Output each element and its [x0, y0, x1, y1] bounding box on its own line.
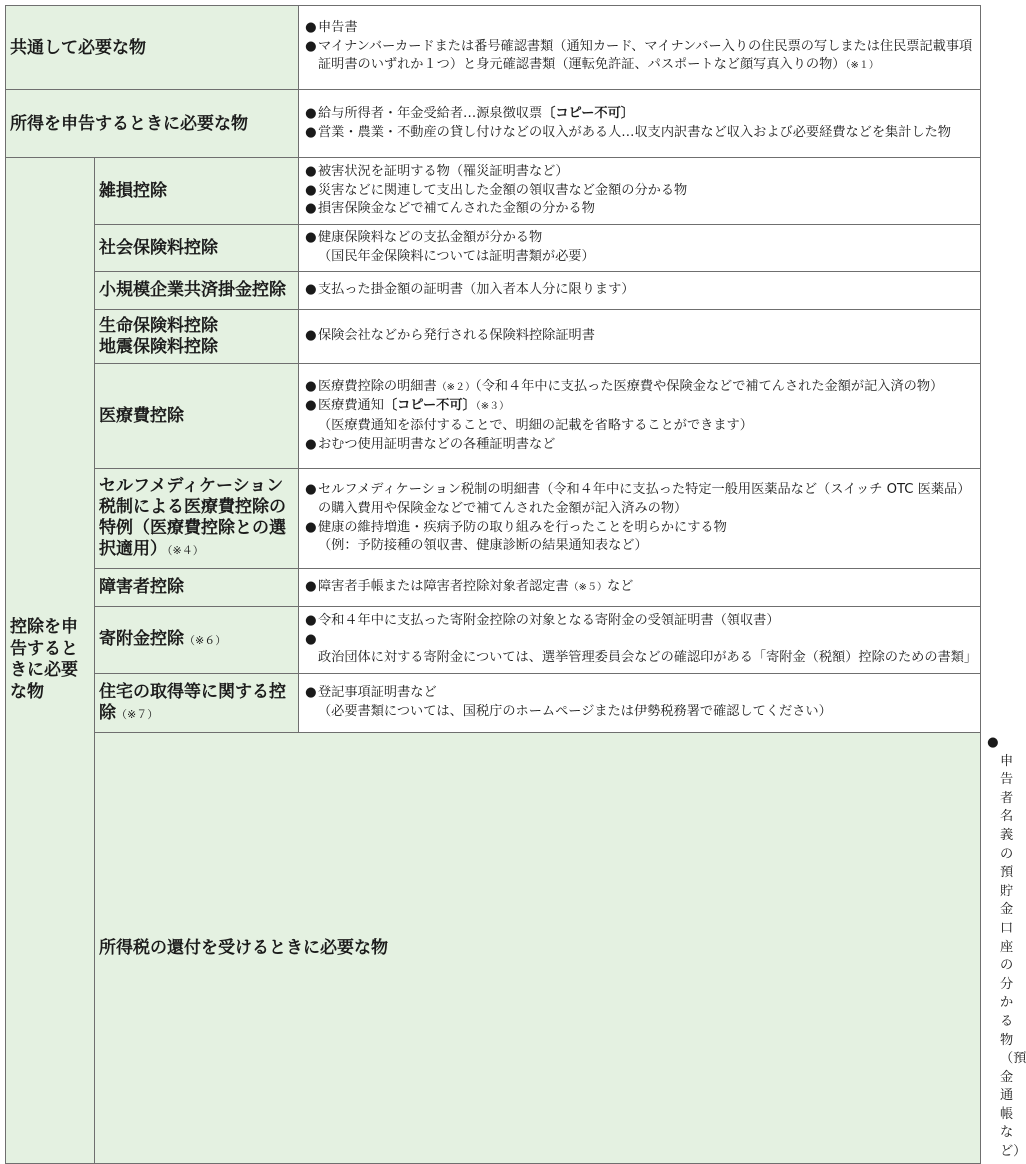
row-deduction-casualty — [6, 158, 981, 225]
bullet-icon: ● — [305, 378, 317, 394]
list-item: ●おむつ使用証明書などの各種証明書など — [305, 436, 974, 455]
footnote-ref: （※１） — [845, 60, 879, 72]
income-content — [299, 90, 981, 158]
row-deduction-small-business — [6, 272, 981, 310]
deduction-content — [299, 674, 981, 733]
list-item-continuation: （国民年金保険料については証明書類が必要） — [318, 249, 595, 264]
bullet-icon: ● — [305, 105, 317, 121]
row-deduction-self-medication — [6, 469, 981, 569]
bullet-icon: ● — [305, 230, 317, 246]
list-item: ●営業・農業・不動産の貸し付けなどの収入がある人…収支内訳書など収入および必要経費などを集計した物 — [305, 124, 974, 143]
required-documents-table — [5, 5, 1026, 1164]
row-deduction-donation — [6, 607, 981, 674]
deduction-label: 障害者控除 — [95, 569, 299, 607]
row-deduction-social-insurance — [6, 225, 981, 272]
list-item: ●登記事項証明書など — [305, 684, 974, 703]
footnote-ref: （※６） — [184, 634, 227, 647]
row-deduction-housing — [6, 674, 981, 733]
deduction-content — [299, 158, 981, 225]
deduction-content — [299, 569, 981, 607]
row-deduction-disability — [6, 569, 981, 607]
list-item: ●災害などに関連して支出した金額の領収書など金額の分かる物 — [305, 182, 974, 201]
list-item: ●支払った掛金額の証明書（加入者本人分に限ります） — [305, 281, 974, 300]
bullet-icon: ● — [305, 164, 317, 180]
bullet-icon: ● — [305, 124, 317, 140]
list-item: ●保険会社などから発行される保険料控除証明書 — [305, 327, 974, 346]
deduction-label: 小規模企業共済掛金控除 — [95, 272, 299, 310]
no-copy-emphasis: 〔コピー不可〕 — [542, 105, 634, 121]
row-common — [6, 6, 981, 90]
bullet-icon: ● — [305, 631, 317, 647]
bullet-icon: ● — [987, 735, 999, 750]
row-income — [6, 90, 981, 158]
list-item: ●損害保険金などで補てんされた金額の分かる物 — [305, 200, 974, 219]
list-item: ●医療費控除の明細書（※２）（令和４年中に支払った医療費や保険金などで補てんされた金額が記入済の物） — [305, 378, 974, 398]
bullet-icon: ● — [305, 613, 317, 629]
bullet-icon: ● — [305, 38, 317, 54]
row-refund — [6, 733, 981, 1164]
list-item: ●健康保険料などの支払金額が分かる物 — [305, 229, 974, 248]
bullet-icon: ● — [305, 519, 317, 535]
deduction-content — [299, 225, 981, 272]
list-item-continuation: （例：予防接種の領収書、健康診断の結果通知表など） — [318, 538, 648, 554]
refund-header: 所得税の還付を受けるときに必要な物 — [95, 733, 981, 1164]
list-item: ●医療費通知〔コピー不可〕（※３） — [305, 397, 974, 417]
deduction-content — [299, 607, 981, 674]
bullet-icon: ● — [305, 20, 317, 36]
deduction-label: 社会保険料控除 — [95, 225, 299, 272]
list-item: ●健康の維持増進・疾病予防の取り組みを行ったことを明らかにする物 — [305, 519, 974, 538]
list-item: ●令和４年中に支払った寄附金控除の対象となる寄附金の受領証明書（領収書） — [305, 612, 974, 631]
deduction-label: 生命保険料控除 地震保険料控除 — [95, 310, 299, 364]
row-deduction-medical — [6, 364, 981, 469]
list-item: ●マイナンバーカードまたは番号確認書類（通知カード、マイナンバー入りの住民票の写しまたは住民票記載事項証明書のいずれか１つ）と身元確認書類（運転免許証、パスポートなど顔写真入りの物）（※１） — [305, 38, 973, 73]
deduction-label: 雑損控除 — [95, 158, 299, 225]
common-content — [299, 6, 981, 90]
list-item: ●申告者名義の預貯金口座の分かる物（預金通帳など） — [987, 735, 1026, 1160]
bullet-icon: ● — [305, 436, 317, 452]
row-deduction-insurance — [6, 310, 981, 364]
footnote-ref: （※７） — [116, 707, 159, 721]
bullet-icon: ● — [305, 282, 317, 298]
common-header: 共通して必要な物 — [6, 6, 299, 90]
list-item: ●政治団体に対する寄附金については、選挙管理委員会などの確認印がある「寄附金（税額）控除のための書類」 — [305, 631, 978, 666]
list-item-continuation: （医療費通知を添付することで、明細の記載を省略することができます） — [318, 418, 753, 433]
bullet-icon: ● — [305, 182, 317, 198]
bullet-icon: ● — [305, 482, 317, 498]
list-item: ●セルフメディケーション税制の明細書（令和４年中に支払った特定一般用医薬品など（スイッチ OTC 医薬品）の購入費用や保険金などで補てんされた金額が記入済みの物） — [305, 482, 971, 516]
income-header: 所得を申告するときに必要な物 — [6, 90, 299, 158]
deduction-content — [299, 364, 981, 469]
bullet-icon: ● — [305, 398, 317, 414]
list-item: ●被害状況を証明する物（罹災証明書など） — [305, 163, 974, 182]
footnote-ref: （※５） — [568, 581, 607, 593]
deduction-label: 医療費控除 — [95, 364, 299, 469]
bullet-icon: ● — [305, 685, 317, 701]
deduction-label: 寄附金控除（※６） — [95, 607, 299, 674]
deduction-content — [299, 310, 981, 364]
deduction-content — [299, 272, 981, 310]
deduction-content — [299, 469, 981, 569]
footnote-ref: （※２） — [436, 381, 476, 393]
footnote-ref: （※３） — [475, 401, 510, 413]
list-item: ●申告書 — [305, 19, 974, 38]
list-item: ●障害者手帳または障害者控除対象者認定書（※５）など — [305, 578, 974, 598]
footnote-ref: （※４） — [167, 544, 204, 557]
bullet-icon: ● — [305, 201, 317, 217]
bullet-icon: ● — [305, 578, 317, 594]
list-item-continuation: （必要書類については、国税庁のホームページまたは伊勢税務署で確認してください） — [318, 704, 832, 719]
deduction-label: 住宅の取得等に関する控除（※７） — [95, 674, 299, 733]
no-copy-emphasis: 〔コピー不可〕 — [383, 398, 476, 414]
deduction-label: セルフメディケーション税制による医療費控除の特例（医療費控除との選択適用）（※４） — [95, 469, 299, 569]
list-item: ●給与所得者・年金受給者…源泉徴収票〔コピー不可〕 — [305, 105, 974, 124]
bullet-icon: ● — [305, 328, 317, 344]
deduction-group-label: 控除を申告するときに必要な物 — [6, 158, 95, 1164]
